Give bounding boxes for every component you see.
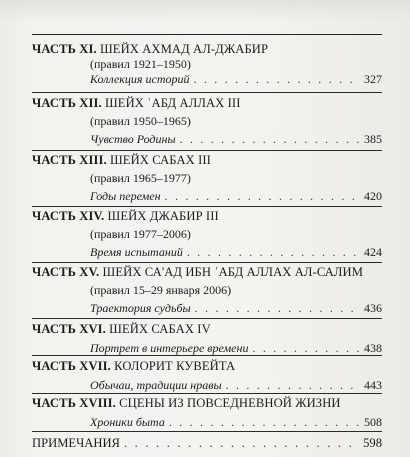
part-heading: ЧАСТЬ XVI. ШЕЙХ САБАХ IV xyxy=(32,322,211,336)
toc-line: Коллекция историй . . . 327 xyxy=(32,72,382,87)
toc-line: Время испытаний . . . 424 xyxy=(32,245,382,260)
page-number: 508 xyxy=(364,415,382,429)
separator xyxy=(32,92,382,93)
toc-entry-xi xyxy=(32,42,382,87)
separator xyxy=(32,206,382,207)
separator xyxy=(32,318,382,319)
part-heading: ЧАСТЬ XVIII. СЦЕНЫ ИЗ ПОВСЕДНЕВНОЙ ЖИЗНИ xyxy=(32,396,341,410)
separator xyxy=(32,393,382,394)
toc-entry-xvii xyxy=(32,359,382,393)
page-number: 443 xyxy=(364,378,382,392)
toc-line: Чувство Родины . . . 385 xyxy=(32,132,382,147)
page-number: 385 xyxy=(364,132,382,146)
page-number: 438 xyxy=(364,341,382,355)
toc-entry-xvi xyxy=(32,322,382,356)
separator xyxy=(32,431,382,432)
reign-years: (правил 15–29 января 2006) xyxy=(90,283,232,297)
toc-line: ПРИМЕЧАНИЯ . . . 598 xyxy=(32,436,382,451)
separator xyxy=(32,355,382,356)
part-heading: ЧАСТЬ XII. ШЕЙХ ʿАБД АЛЛАХ III xyxy=(32,96,241,110)
toc-entry-xviii xyxy=(32,396,382,430)
part-heading: ЧАСТЬ XIII. ШЕЙХ САБАХ III xyxy=(32,153,211,167)
reign-years: (правил 1977–2006) xyxy=(90,227,191,241)
toc-entry-notes xyxy=(32,436,382,451)
toc-line: Годы перемен . . . 420 xyxy=(32,189,382,204)
reign-years: (правил 1965–1977) xyxy=(90,171,191,185)
toc-entry-xii xyxy=(32,96,382,147)
part-heading: ЧАСТЬ XI. ШЕЙХ АХМАД АЛ-ДЖАБИР xyxy=(32,42,269,56)
page-number: 436 xyxy=(364,301,382,315)
toc-entry-xv xyxy=(32,265,382,316)
part-heading: ЧАСТЬ XIV. ШЕЙХ ДЖАБИР III xyxy=(32,209,219,223)
page-number: 424 xyxy=(364,245,382,259)
toc-entry-xiv xyxy=(32,209,382,260)
page-number: 420 xyxy=(364,189,382,203)
part-heading: ЧАСТЬ XV. ШЕЙХ СА'АД ИБН ʿАБД АЛЛАХ АЛ-САЛИМ xyxy=(32,265,364,279)
toc-line: Обычаи, традиции нравы . . . 443 xyxy=(32,378,382,393)
page-number: 598 xyxy=(363,436,382,450)
page-top-shadow xyxy=(0,0,410,22)
part-heading: ЧАСТЬ XVII. КОЛОРИТ КУВЕЙТА xyxy=(32,359,236,373)
reign-years: (правил 1950–1965) xyxy=(90,114,191,128)
toc-line: Портрет в интерьере времени . . . 438 xyxy=(32,341,382,356)
toc-line: Хроники быта . . . 508 xyxy=(32,415,382,430)
toc-line: Траектория судьбы . . . 436 xyxy=(32,301,382,316)
separator xyxy=(32,150,382,151)
top-rule xyxy=(32,34,382,35)
separator xyxy=(32,262,382,263)
toc-entry-xiii xyxy=(32,153,382,204)
page-number: 327 xyxy=(364,72,382,86)
reign-years: (правил 1921–1950) xyxy=(90,57,191,71)
